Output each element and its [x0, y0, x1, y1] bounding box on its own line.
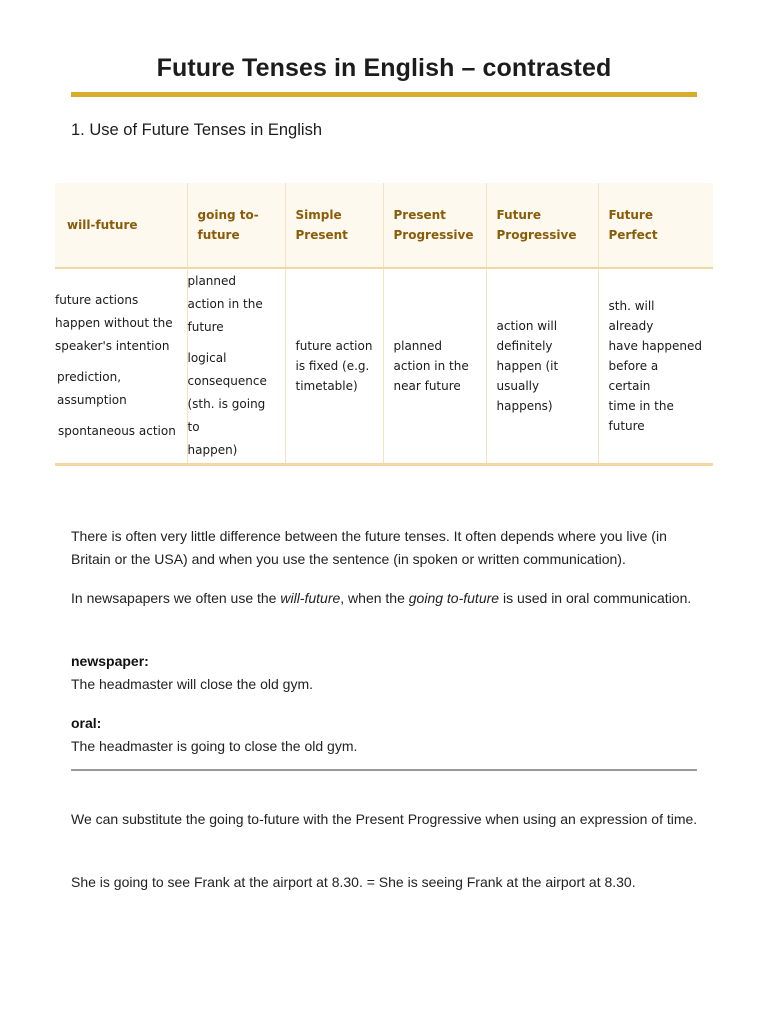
- cell-simple-present: future action is fixed (e.g. timetable): [285, 268, 383, 465]
- will-future-term: will-future: [280, 590, 341, 606]
- table-header-row: [55, 183, 713, 268]
- cell-future-progressive: action will definitely happen (it usually happens): [486, 268, 598, 465]
- paragraph-example-substitution: She is going to see Frank at the airport at 8.30. = She is seeing Frank at the airport at 8.30.: [71, 874, 636, 890]
- newspaper-label: newspaper:: [71, 653, 149, 669]
- horizontal-divider: [71, 769, 697, 771]
- paragraph-newspapers: In newsapapers we often use the will-future, when the going to-future is used in oral communication.: [71, 590, 692, 606]
- cell-present-progressive: planned action in the near future: [383, 268, 486, 465]
- cell-future-perfect: sth. will already have happened before a certain time in the future: [598, 268, 713, 465]
- title-underline: [71, 92, 697, 97]
- header-present-progressive: Present Progressive: [383, 183, 486, 268]
- header-future-perfect: Future Perfect: [598, 183, 713, 268]
- going-to-future-use-2: logical consequence (sth. is going to happen): [187, 351, 267, 457]
- oral-example: The headmaster is going to close the old gym.: [71, 738, 358, 754]
- header-going-to-future: going to- future: [187, 183, 285, 268]
- going-to-future-term: going to-future: [408, 590, 500, 606]
- paragraph-differences: There is often very little difference between the future tenses. It often depends where you live (in Britain or the USA) and when you use the sentence (in spoken or written communication).: [71, 528, 667, 567]
- will-future-use-2: prediction, assumption: [57, 370, 127, 407]
- future-tenses-table: [55, 183, 713, 466]
- header-will-future: will-future: [55, 183, 187, 268]
- table-row: [55, 268, 713, 465]
- newspaper-example: The headmaster will close the old gym.: [71, 676, 313, 692]
- will-future-use-3: spontaneous action: [58, 424, 176, 438]
- section-heading: 1. Use of Future Tenses in English: [71, 121, 322, 139]
- going-to-future-use-1: planned action in the future: [187, 274, 263, 334]
- paragraph-substitution: We can substitute the going to-future with the Present Progressive when using an expression of time.: [71, 811, 698, 827]
- header-future-progressive: Future Progressive: [486, 183, 598, 268]
- will-future-use-1: future actions happen without the speaker's intention: [55, 293, 173, 353]
- cell-will-future: [55, 268, 187, 465]
- page-title: Future Tenses in English – contrasted: [156, 54, 612, 82]
- header-simple-present: Simple Present: [285, 183, 383, 268]
- cell-going-to-future: [187, 268, 285, 465]
- oral-label: oral:: [71, 715, 102, 731]
